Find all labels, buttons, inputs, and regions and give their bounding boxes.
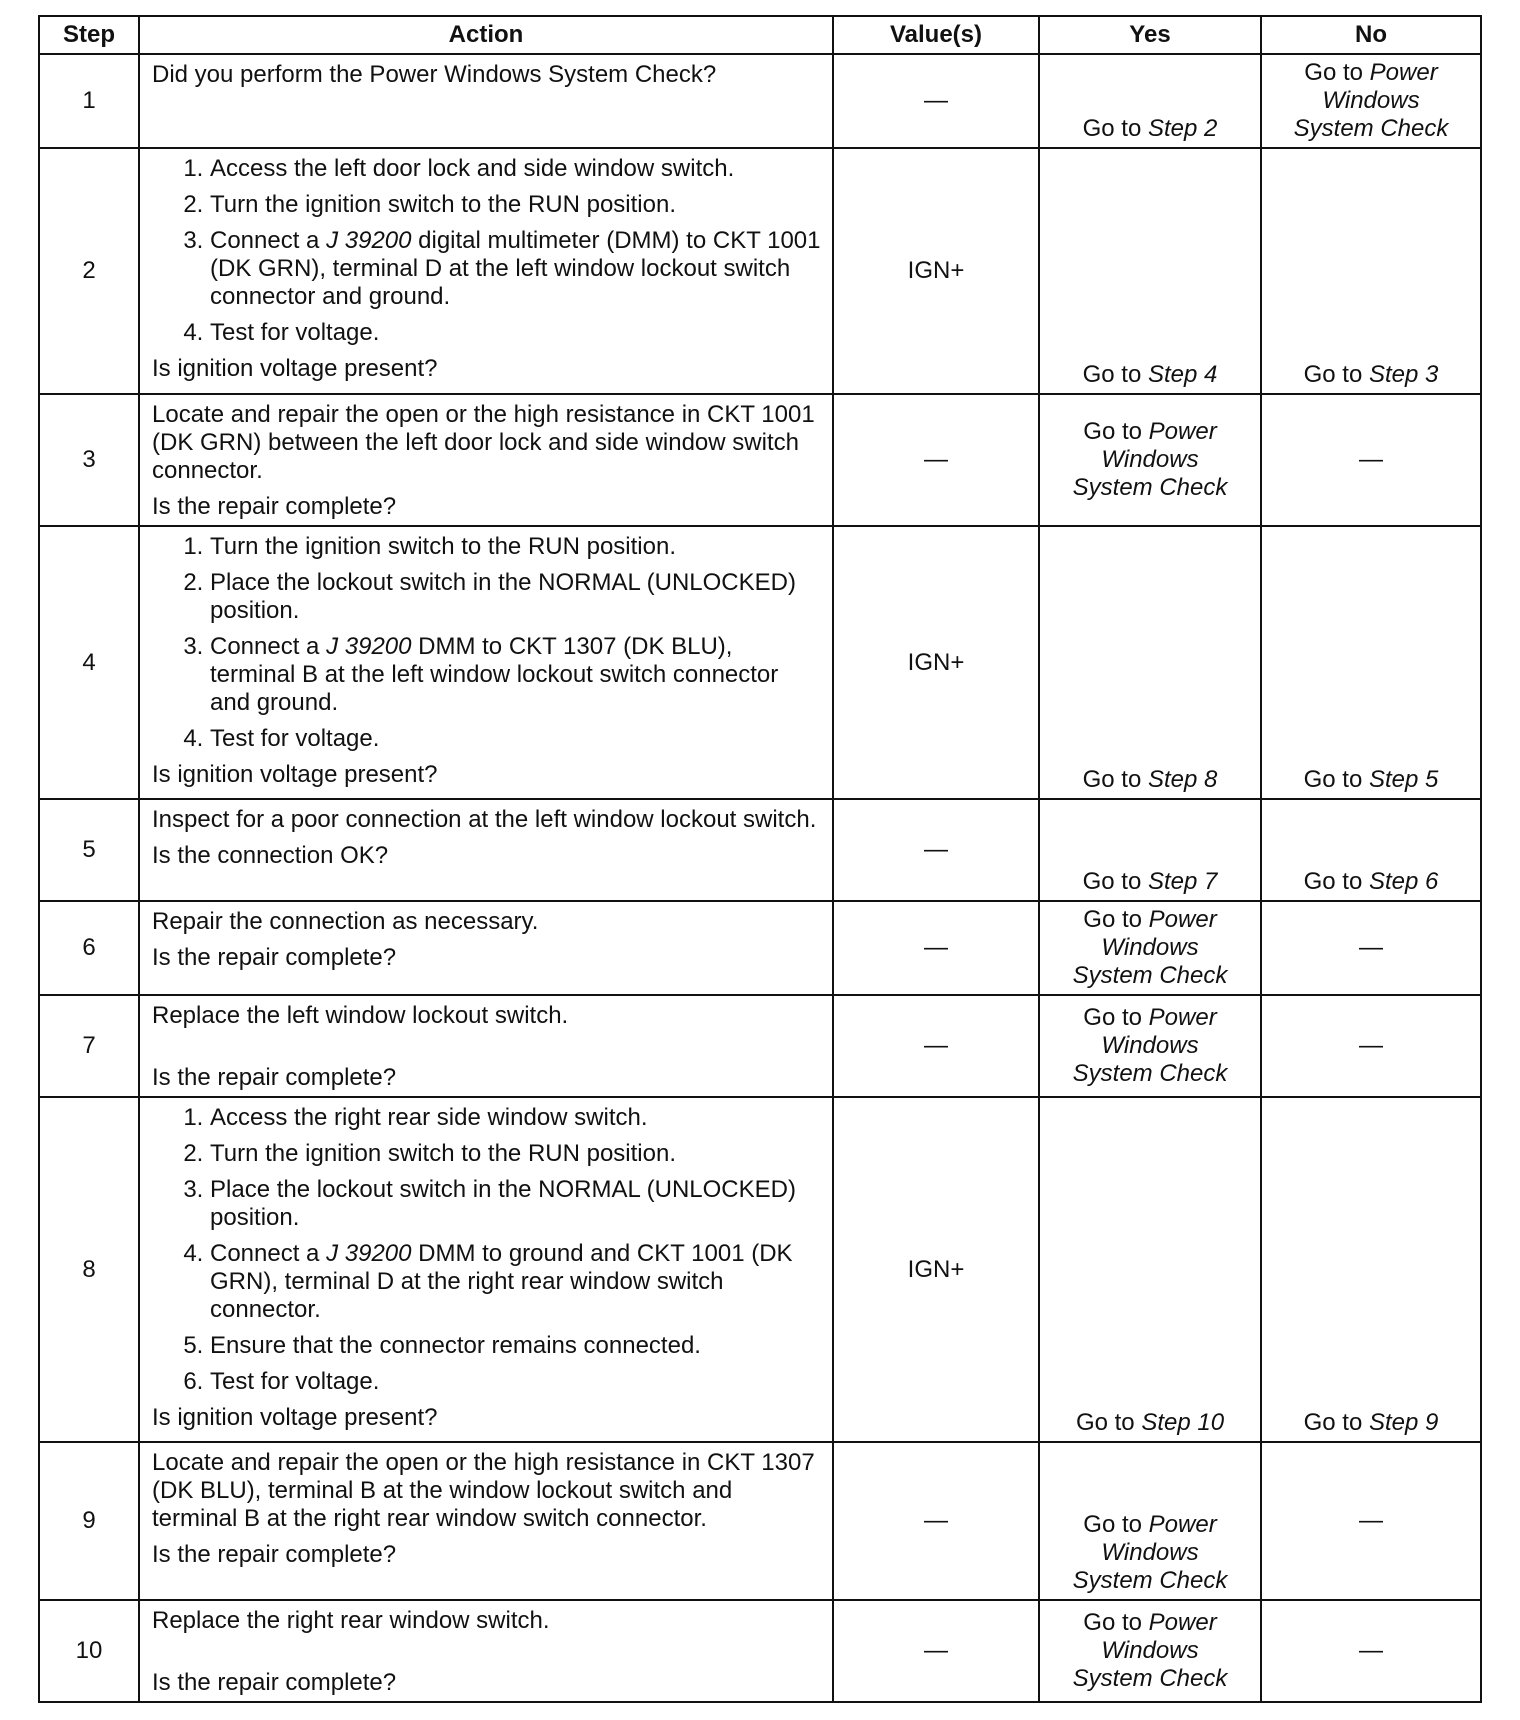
table-row	[39, 995, 1481, 1097]
list-item: 2. Turn the ignition switch to the RUN position.	[210, 191, 822, 219]
table-row	[39, 54, 1481, 148]
question: Is ignition voltage present?	[152, 1404, 438, 1431]
action-cell	[139, 526, 833, 799]
question: Is the repair complete?	[152, 1541, 397, 1568]
step-number: 7	[39, 995, 139, 1097]
no-cell: Go to Step 9	[1261, 1097, 1481, 1442]
list-item: 4. Test for voltage.	[210, 319, 822, 347]
question: Is the repair complete?	[152, 493, 397, 520]
yes-cell: Go to Power Windows System Check	[1039, 901, 1261, 995]
yes-cell: Go to Power Windows System Check	[1039, 1600, 1261, 1702]
step-number: 8	[39, 1097, 139, 1442]
no-cell: Go to Step 3	[1261, 148, 1481, 394]
yes-cell: Go to Power Windows System Check	[1039, 995, 1261, 1097]
no-cell: Go to Step 5	[1261, 526, 1481, 799]
list-item: 3. Connect a J 39200 digital multimeter (DMM) to CKT 1001 (DK GRN), terminal D at the left window lockout switch connector and ground.	[210, 227, 822, 311]
question: Is ignition voltage present?	[152, 355, 438, 382]
list-item: 1. Turn the ignition switch to the RUN position.	[210, 533, 822, 561]
table-row	[39, 1600, 1481, 1702]
value-cell: —	[833, 1600, 1039, 1702]
yes-cell: Go to Step 2	[1039, 54, 1261, 148]
action-list	[176, 533, 822, 753]
list-item: 5. Ensure that the connector remains connected.	[210, 1332, 822, 1360]
action-text: Replace the right rear window switch.	[152, 1607, 550, 1634]
no-cell: —	[1261, 995, 1481, 1097]
step-number: 10	[39, 1600, 139, 1702]
no-cell: —	[1261, 901, 1481, 995]
header-no: No	[1261, 16, 1481, 54]
diagnostic-table	[38, 15, 1482, 1703]
question: Is the repair complete?	[152, 1064, 397, 1091]
value-cell: —	[833, 394, 1039, 526]
header-yes: Yes	[1039, 16, 1261, 54]
yes-cell: Go to Power Windows System Check	[1039, 1442, 1261, 1600]
step-number: 9	[39, 1442, 139, 1600]
no-cell: —	[1261, 1600, 1481, 1702]
action-cell	[139, 394, 833, 526]
action-text: Repair the connection as necessary.	[152, 908, 539, 935]
yes-cell: Go to Step 4	[1039, 148, 1261, 394]
action-cell	[139, 799, 833, 901]
action-text: Locate and repair the open or the high resistance in CKT 1001 (DK GRN) between the left door lock and side window switch connector.	[152, 401, 815, 484]
no-cell: Go to Power Windows System Check	[1261, 54, 1481, 148]
tool-name: J 39200	[326, 633, 412, 660]
step-number: 6	[39, 901, 139, 995]
list-item: 3. Connect a J 39200 DMM to CKT 1307 (DK BLU), terminal B at the left window lockout switch connector and ground.	[210, 633, 822, 717]
list-item: 6. Test for voltage.	[210, 1368, 822, 1396]
table-row	[39, 148, 1481, 394]
table-row	[39, 799, 1481, 901]
value-cell: IGN+	[833, 526, 1039, 799]
table-row	[39, 1442, 1481, 1600]
action-text: Locate and repair the open or the high resistance in CKT 1307 (DK BLU), terminal B at the window lockout switch and terminal B at the right rear window switch connector.	[152, 1449, 815, 1532]
list-item: 2. Turn the ignition switch to the RUN position.	[210, 1140, 822, 1168]
header-step: Step	[39, 16, 139, 54]
action-cell	[139, 54, 833, 148]
header-action: Action	[139, 16, 833, 54]
value-cell: —	[833, 901, 1039, 995]
list-item: 1. Access the left door lock and side window switch.	[210, 155, 822, 183]
table-row	[39, 394, 1481, 526]
action-list	[176, 1104, 822, 1396]
no-cell: Go to Step 6	[1261, 799, 1481, 901]
action-cell	[139, 1097, 833, 1442]
action-cell	[139, 1442, 833, 1600]
action-list	[176, 155, 822, 347]
header-values: Value(s)	[833, 16, 1039, 54]
list-item: 4. Test for voltage.	[210, 725, 822, 753]
step-number: 2	[39, 148, 139, 394]
yes-cell: Go to Power Windows System Check	[1039, 394, 1261, 526]
step-number: 5	[39, 799, 139, 901]
value-cell: —	[833, 1442, 1039, 1600]
question: Is the connection OK?	[152, 842, 389, 869]
table-row	[39, 1097, 1481, 1442]
step-number: 4	[39, 526, 139, 799]
value-cell: —	[833, 799, 1039, 901]
value-cell: —	[833, 995, 1039, 1097]
yes-cell: Go to Step 8	[1039, 526, 1261, 799]
action-text: Did you perform the Power Windows System Check?	[152, 61, 717, 88]
tool-name: J 39200	[326, 1240, 412, 1267]
step-number: 3	[39, 394, 139, 526]
list-item: 4. Connect a J 39200 DMM to ground and CKT 1001 (DK GRN), terminal D at the right rear window switch connector.	[210, 1240, 822, 1324]
list-item: 3. Place the lockout switch in the NORMAL (UNLOCKED) position.	[210, 1176, 822, 1232]
action-text: Inspect for a poor connection at the left window lockout switch.	[152, 806, 817, 833]
list-item: 2. Place the lockout switch in the NORMAL (UNLOCKED) position.	[210, 569, 822, 625]
no-cell: —	[1261, 394, 1481, 526]
value-cell: —	[833, 54, 1039, 148]
table-row	[39, 526, 1481, 799]
action-cell	[139, 901, 833, 995]
header-row	[39, 16, 1481, 54]
list-item: 1. Access the right rear side window switch.	[210, 1104, 822, 1132]
action-cell	[139, 148, 833, 394]
step-number: 1	[39, 54, 139, 148]
action-cell	[139, 995, 833, 1097]
question: Is the repair complete?	[152, 1669, 397, 1696]
action-cell	[139, 1600, 833, 1702]
question: Is the repair complete?	[152, 944, 397, 971]
no-cell: —	[1261, 1442, 1481, 1600]
question: Is ignition voltage present?	[152, 761, 438, 788]
action-text: Replace the left window lockout switch.	[152, 1002, 569, 1029]
tool-name: J 39200	[326, 227, 412, 254]
yes-cell: Go to Step 10	[1039, 1097, 1261, 1442]
value-cell: IGN+	[833, 148, 1039, 394]
value-cell: IGN+	[833, 1097, 1039, 1442]
yes-cell: Go to Step 7	[1039, 799, 1261, 901]
table-row	[39, 901, 1481, 995]
